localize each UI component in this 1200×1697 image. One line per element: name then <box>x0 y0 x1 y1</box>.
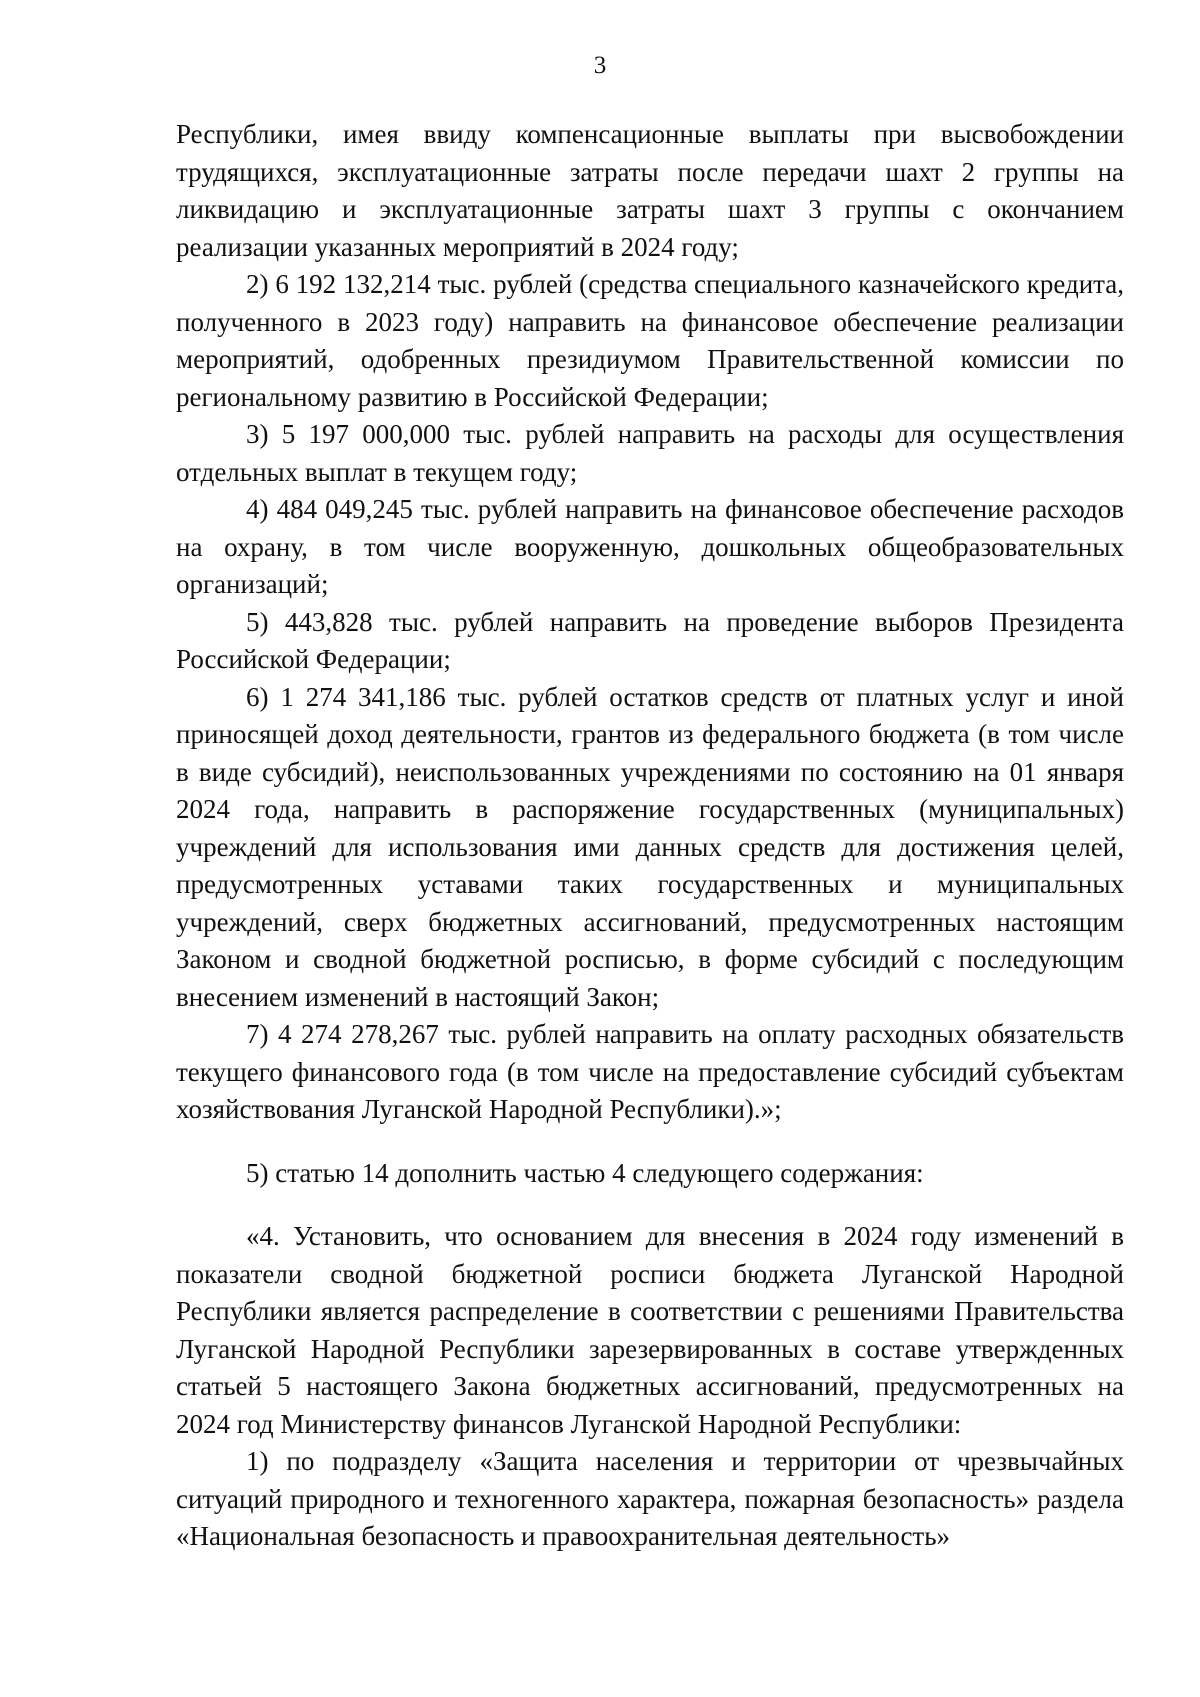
paragraph-item-7: 7) 4 274 278,267 тыс. рублей направить на оплату расходных обязательств текущего финансового года (в том числе на предоставление субсидий субъектам хозяйствования Луганской Народной Республики).»; <box>176 1019 1124 1124</box>
paragraph-part-4: «4. Установить, что основанием для внесения в 2024 году изменений в показатели сводной бюджетной росписи бюджета Луганской Народной Республики является распределение в соответствии с решениями Правительства Луганской Народной Республики зарезервированных в составе утвержденных статьей 5 настоящего Закона бюджетных ассигнований, предусмотренных на 2024 год Министерству финансов Луганской Народной Республики: <box>176 1221 1124 1439</box>
paragraph-item-2: 2) 6 192 132,214 тыс. рублей (средства специального казначейского кредита, полученного в 2023 году) направить на финансовое обеспечение реализации мероприятий, одобренных президиумом Правительственной комиссии по региональному развитию в Российской Федерации; <box>176 269 1124 412</box>
paragraph-item-5: 5) 443,828 тыс. рублей направить на проведение выборов Президента Российской Федерации; <box>176 606 1124 674</box>
paragraph-item-4: 4) 484 049,245 тыс. рублей направить на финансовое обеспечение расходов на охрану, в том числе вооруженную, дошкольных общеобразовательных организаций; <box>176 494 1124 599</box>
paragraph-continuation: Республики, имея ввиду компенсационные выплаты при высвобождении трудящихся, эксплуатационные затраты после передачи шахт 2 группы на ликвидацию и эксплуатационные затраты шахт 3 группы с окончанием реализации указанных мероприятий в 2024 году; <box>176 119 1124 262</box>
paragraph-item-6: 6) 1 274 341,186 тыс. рублей остатков средств от платных услуг и иной приносящей доход деятельности, грантов из федерального бюджета (в том числе в виде субсидий), неиспользованных учреждениями по состоянию на 01 января 2024 года, направить в распоряжение государственных (муниципальных) учреждений для использования ими данных средств для достижения целей, предусмотренных уставами таких государственных и муниципальных учреждений, сверх бюджетных ассигнований, предусмотренных настоящим Законом и сводной бюджетной росписью, в форме субсидий с последующим внесением изменений в настоящий Закон; <box>176 681 1124 1012</box>
paragraph-subitem-1: 1) по подразделу «Защита населения и территории от чрезвычайных ситуаций природного и техногенного характера, пожарная безопасность» раздела «Национальная безопасность и правоохранительная деятельность» <box>176 1446 1124 1551</box>
document-body <box>176 116 1124 1556</box>
page-number: 3 <box>593 52 607 79</box>
paragraph-item-3: 3) 5 197 000,000 тыс. рублей направить на расходы для осуществления отдельных выплат в текущем году; <box>176 419 1124 487</box>
paragraph-amendment-5: 5) статью 14 дополнить частью 4 следующего содержания: <box>246 1157 924 1188</box>
